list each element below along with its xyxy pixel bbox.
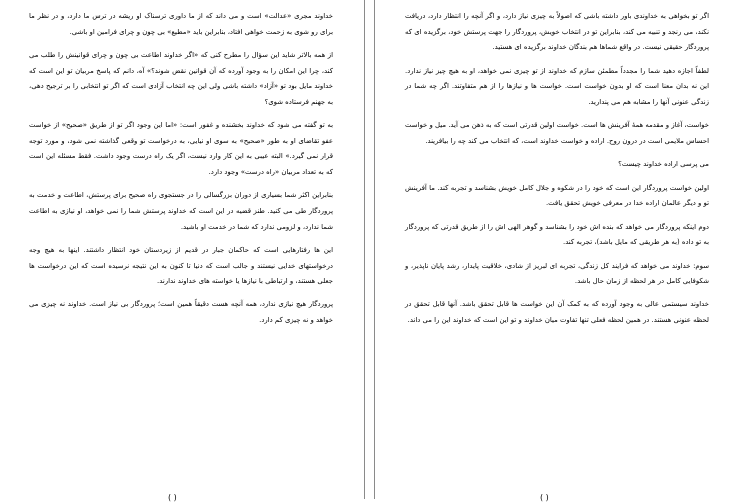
- paragraph: خداوند مجری «عدالت» است و می داند که از ما داوری ترسناک او ریشه در ترس ما دارد، و در نظر ما برای رو شوی به زحمت خواهی افتاد، بنابراین باید «مطیع» بی چون و چرای فرامین او باشی.: [29, 12, 333, 36]
- paragraph: به تو گفته می شود که خداوند بخشنده و غفور است: «اما این وجود اگر تو از طریق «صحیح» از خواست عفو تقاضای او به طور «صحیح» به سوی او نیایی، به درخواست تو وقعی گذاشته نمی شود، و مورد توجه قرار نمی گیرد.» البته عیبی به این کار وارد نیست، اگر یک راه درست وجود داشت. فقط مسئله این است که به تعداد مربیان «راه درست» وجود دارد.: [29, 121, 333, 176]
- paragraph: خداوند سیستمی عالی به وجود آورده که به کمک آن این خواست ها قابل تحقق باشد. آنها قابل تحقق در لحظه عنونی هستند. در همین لحظه فعلی تنها تفاوت میان خداوند و تو این است که خداوند این را می داند.: [405, 300, 709, 325]
- paragraph: بنابراین اکثر شما بسیاری از دوران بزرگسالی را در جستجوی راه صحیح برای پرستش، اطاعت و خدمت به پروردگار طی می کنید. طنز قضیه در این است که خداوند پرستش شما را نمی خواهد، او نیازی به اطاعت شما ندارد، و لزومی ندارد که شما در خدمت او باشید.: [29, 191, 333, 231]
- paragraph: اولین خواست پروردگار این است که خود را در شکوه و جلال کامل خویش بشناسد و تجربه کند. ما آفرینش تو و دیگر عالمان اراده خدا در معرفی خویش تحقق یافت.: [405, 183, 709, 208]
- paragraph: دوم اینکه پروردگار می خواهد که بنده اش خود را بشناسد و گوهر الهی اش را از طریق قدرتی که پروردگار به تو داده (به هر طریقی که مایل باشد)، تجربه کند.: [405, 222, 709, 247]
- paragraph: اگر تو بخواهی به خداوندی باور داشته باشی که اصولاً به چیزی نیاز دارد، و اگر آنچه را انتظار دارد، دریافت نکند، می رنجد و تنبیه می کند، بنابراین تو در انتخاب خویش، پروردگار را جهت پرستش خود، برگزیده ای که پروردگار حقیقی نیست. در واقع شماها هم بندگان خداوند برگزیده ای هستید.: [405, 12, 709, 52]
- paragraph: خواست، آغاز و مقدمه همهٔ آفرینش ها است. خواست اولین قدرتی است که به ذهن می آید. میل و خواست احساس ملایمی است در درون روح. اراده و خواست خداوند است، که انتخاب می کند چه را بیافریند.: [405, 121, 709, 145]
- paragraph: پروردگار هیچ نیازی ندارد، همه آنچه هست دقیقاً همین است؛ پروردگار بی نیاز است. خداوند نه چیزی می خواهد و نه چیزی کم دارد.: [29, 300, 333, 325]
- right-page-text: [405, 9, 709, 329]
- page-number: ( ): [540, 493, 549, 502]
- left-page-text: [29, 9, 333, 329]
- right-page: [375, 0, 738, 502]
- paragraph: می پرسی اراده خداوند چیست؟: [618, 160, 709, 169]
- paragraph: لطفاً اجازه دهید شما را مجدداً مطمئن سازم که خداوند از تو چیزی نمی خواهد، او به هیچ چیز نیاز ندارد. این نه بدان معنا است که او بدون خواست است. خواست ها و نیازها را از هم متفاوتند. اگر چه شما در زندگی عنونی آنها را مشابه هم می پندارید.: [405, 66, 709, 106]
- page-edge-divider: [364, 0, 365, 499]
- page-number: ( ): [168, 493, 177, 502]
- paragraph: این ها رفتارهایی است که حاکمان جبار در قدیم از زیردستان خود انتظار داشتند. اینها به هیچ وجه درخواستهای خدایی نیستند و جالب است که دنیا تا کنون به این نتیجه نرسیده است که این درخواست ها جعلی هستند، و ارتباطی با نیازها یا خواسته های خداوند ندارند.: [29, 245, 333, 286]
- left-page: [0, 0, 364, 502]
- paragraph: از همه بالاتر شاید این سؤال را مطرح کنی که «اگر خداوند اطاعت بی چون و چرای قوانینش را طلب می کند، چرا این امکان را به وجود آورده که آن قوانین نقض شوند؟» آه، دانم که پاسخ مربیان تو این است که خداوند مایل بود تو «آزاد» داشته باشی ولی این چه انتخاب آزادی است که اگر تو انتخابی را بر ترجیح دهی، به جهنم فرستاده شوی؟: [29, 50, 333, 106]
- paragraph: سوم: خداوند می خواهد که فرایند کل زندگی، تجربه ای لبریز از شادی، خلاقیت پایدار، رشد پایان ناپذیر، و شکوفایی کامل در هر لحظه از زمان حال باشد.: [405, 261, 709, 286]
